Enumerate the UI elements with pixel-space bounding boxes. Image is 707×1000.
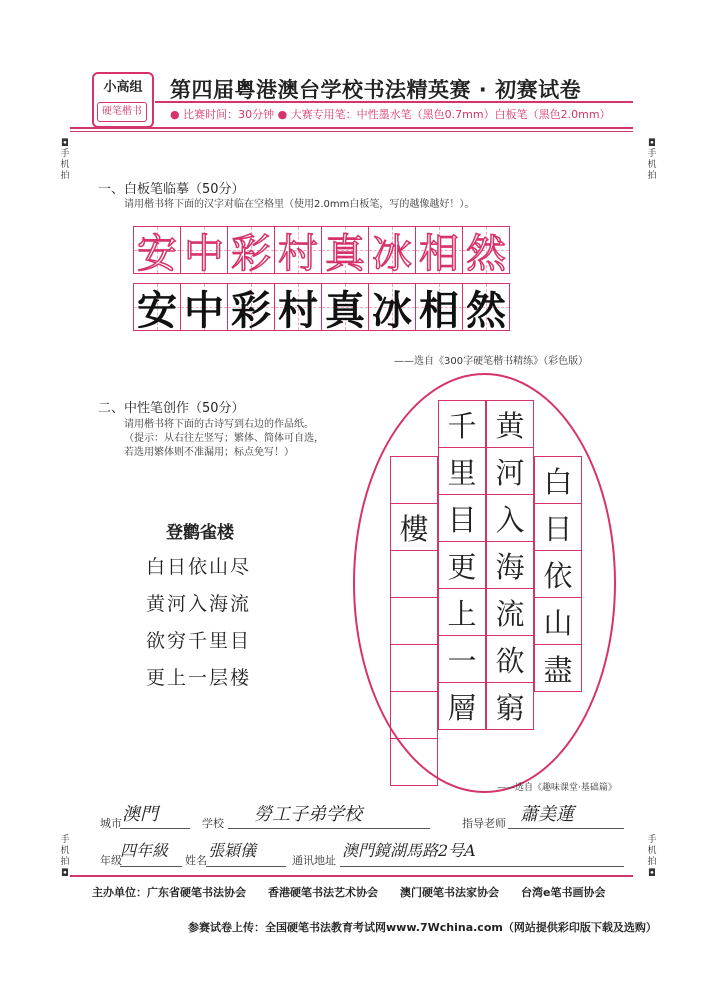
grid-cell [390,691,438,739]
header-divider-thin [70,131,633,132]
organizers: 主办单位：广东省硬笔书法协会 香港硬笔书法艺术协会 澳门硬笔书法家协会 台湾e笔书画协会 [92,886,606,899]
written-cell [180,283,228,334]
grid-cell: 流 [486,588,534,636]
upload-info: 参赛试卷上传：全国硬笔书法教育考试网www.7Wchina.com（网站提供彩印版下载及选购） [188,921,657,934]
city-label: 城市 [100,817,122,830]
written-char-row [134,283,510,334]
model-char: 村 [278,230,318,277]
grid-cell: 入 [486,494,534,542]
section1-heading: 一、白板笔临摹（50分） [98,182,245,197]
side-label-bottom-left: 手机拍 ◘ [58,835,72,879]
group-badge [92,72,154,128]
name-label: 姓名 [185,854,207,867]
section2-heading: 二、中性笔创作（50分） [98,401,245,416]
written-char: 安 [137,287,177,334]
model-cell [415,226,463,277]
poem-line: 更上一层楼 [146,667,252,689]
grid-cell [390,597,438,645]
poem-line: 白日依山尽 [146,556,252,578]
grid-cell: 上 [438,588,486,636]
grid-cell: 層 [438,682,486,730]
written-cell [415,283,463,334]
written-cell [227,283,275,334]
name-underline [206,866,286,867]
written-char: 彩 [231,287,271,334]
side-label-bottom-right: 手机拍 ◘ [645,835,659,879]
grid-column [390,457,438,786]
section1-source: ——选自《300字硬笔楷书精练》（彩色版） [394,356,589,367]
city-field[interactable]: 澳門 [122,804,158,825]
grid-cell: 白 [534,456,582,504]
grade-field[interactable]: 四年級 [120,841,169,860]
name-field[interactable]: 張穎儀 [208,841,257,860]
model-char: 真 [325,230,365,277]
grid-cell [390,644,438,692]
grid-cell: 窮 [486,682,534,730]
camera-icon: ◘ [61,868,69,879]
address-underline [340,866,624,867]
grid-cell [390,550,438,598]
grid-cell [390,456,438,504]
model-cell [462,226,510,277]
teacher-underline [508,828,624,829]
grid-cell: 日 [534,503,582,551]
camera-icon: ◘ [648,868,656,879]
grid-cell: 更 [438,541,486,589]
grid-column [534,457,582,692]
grid-cell: 里 [438,447,486,495]
model-char: 然 [466,230,506,277]
footer-divider [70,875,633,877]
poem-line: 欲穷千里目 [146,630,252,652]
side-label-top-left: ◘ 手机拍 [58,138,72,182]
grid-cell: 目 [438,494,486,542]
page-subtitle: ● 比赛时间：30分钟 ● 大赛专用笔：中性墨水笔（黑色0.7mm）白板笔（黑色2.0mm） [170,108,611,121]
header-rule [155,101,633,103]
address-label: 通讯地址 [292,854,336,867]
model-char: 相 [419,230,459,277]
grid-cell: 千 [438,400,486,448]
grid-cell: 樓 [390,503,438,551]
model-cell [368,226,416,277]
city-underline [120,828,190,829]
instruction-line: 请用楷书将下面的古诗写到右边的作品纸。 [124,419,314,430]
written-char: 然 [466,287,506,334]
written-cell [368,283,416,334]
model-cell [321,226,369,277]
grid-cell [390,738,438,786]
header-divider [70,127,633,129]
model-char: 中 [184,230,224,277]
school-underline [228,828,430,829]
camera-icon: ◘ [61,138,69,149]
model-char: 彩 [231,230,271,277]
written-cell [274,283,322,334]
side-label-top-right: ◘ 手机拍 [645,138,659,182]
model-char: 冰 [372,230,412,277]
grid-cell: 一 [438,635,486,683]
model-cell [227,226,275,277]
grid-cell: 依 [534,550,582,598]
section2-instruction [124,418,324,460]
written-char: 相 [419,287,459,334]
grid-column [486,401,534,730]
poem-body [146,552,251,700]
model-char: 安 [137,230,177,277]
badge-sub: 硬笔楷书 [97,102,147,122]
grade-underline [120,866,182,867]
written-cell [321,283,369,334]
model-cell [133,226,181,277]
address-field[interactable]: 澳門鏡湖馬路2号A [342,841,476,860]
teacher-field[interactable]: 蕭美蓮 [520,804,574,825]
instruction-line: 若选用繁体则不准漏用；标点免写！） [124,447,294,458]
grid-cell: 欲 [486,635,534,683]
page-title: 第四届粤港澳台学校书法精英赛 · 初赛试卷 [170,78,582,102]
written-char: 村 [278,287,318,334]
camera-icon: ◘ [648,138,656,149]
badge-group: 小高组 [103,80,143,95]
written-char: 冰 [372,287,412,334]
model-char-row [134,226,510,277]
written-char: 中 [184,287,224,334]
grid-cell: 黄 [486,400,534,448]
grid-column [438,401,486,730]
written-char: 真 [325,287,365,334]
grid-source: ——选自《趣味课堂·基础篇》 [497,783,617,793]
grid-cell: 盡 [534,644,582,692]
grid-cell: 河 [486,447,534,495]
poem-line: 黄河入海流 [146,593,252,615]
school-label: 学校 [202,817,224,830]
written-cell [133,283,181,334]
grid-cell: 海 [486,541,534,589]
teacher-label: 指导老师 [462,817,506,830]
grade-label: 年级 [100,854,122,867]
section1-instruction: 请用楷书将下面的汉字对临在空格里（使用2.0mm白板笔，写的越像越好！）。 [124,199,475,210]
grid-cell: 山 [534,597,582,645]
model-cell [274,226,322,277]
school-field[interactable]: 勞工子弟学校 [254,804,362,825]
model-cell [180,226,228,277]
poem-title: 登鹳雀楼 [166,523,234,543]
written-cell [462,283,510,334]
instruction-line: （提示：从右往左竖写；繁体、简体可自选， [124,433,324,444]
